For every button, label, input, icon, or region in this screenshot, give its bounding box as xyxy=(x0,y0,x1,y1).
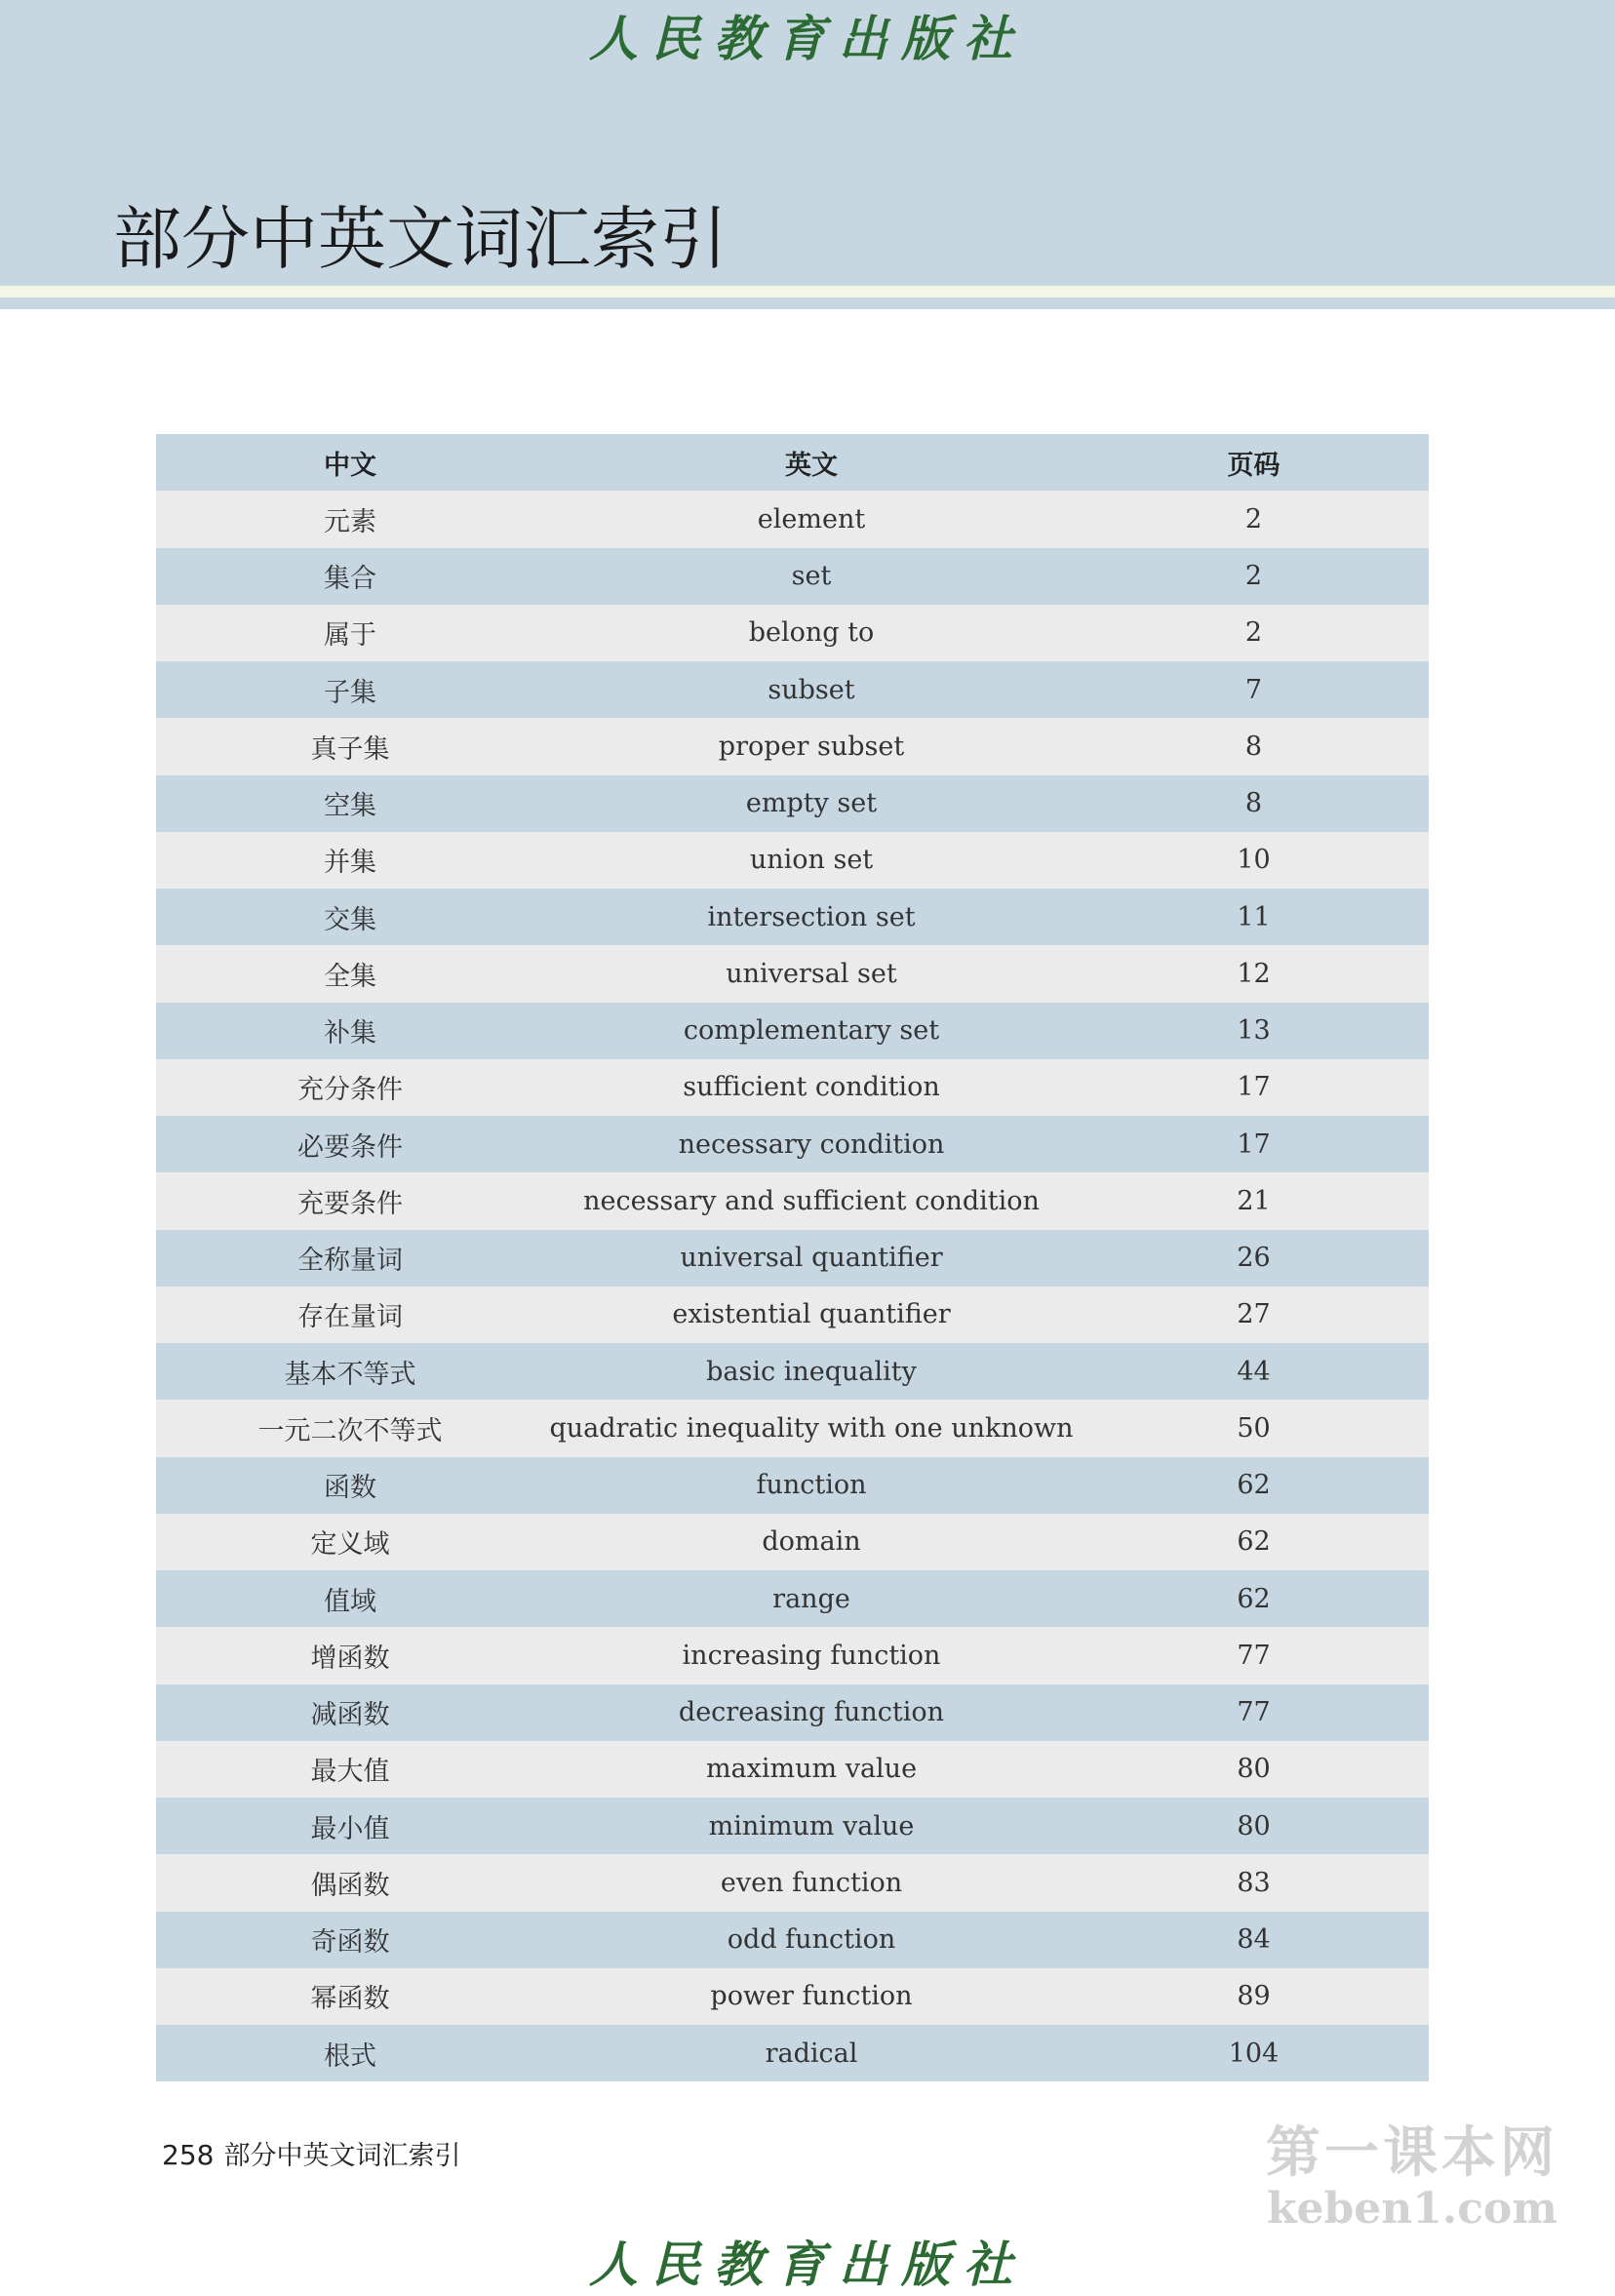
table-row xyxy=(156,945,1429,1002)
cell-chinese: 偶函数 xyxy=(310,1870,390,1901)
cell-english: necessary condition xyxy=(678,1128,945,1160)
table-row xyxy=(156,605,1429,661)
table-row xyxy=(156,491,1429,547)
cell-english: union set xyxy=(749,845,874,876)
cell-english: maximum value xyxy=(705,1754,918,1785)
cell-english: function xyxy=(756,1470,867,1501)
cell-chinese: 一元二次不等式 xyxy=(257,1415,443,1446)
table-row xyxy=(156,1230,1429,1287)
table-row xyxy=(156,1116,1429,1172)
cell-page: 44 xyxy=(1237,1356,1271,1387)
cell-english: odd function xyxy=(727,1924,896,1956)
table-row xyxy=(156,1400,1429,1456)
table-row xyxy=(156,718,1429,774)
cell-page: 77 xyxy=(1237,1640,1271,1671)
footer-page-number: 258 xyxy=(162,2139,215,2171)
cell-english: subset xyxy=(768,674,855,705)
table-row xyxy=(156,1684,1429,1741)
watermark-line1: 第一课本网 xyxy=(1266,2121,1558,2185)
watermark-line2: keben1.com xyxy=(1267,2184,1557,2234)
publisher-logo-bottom: 人民教育出版社 xyxy=(589,2236,1026,2293)
cell-page: 8 xyxy=(1244,788,1263,819)
table-row xyxy=(156,1343,1429,1400)
cell-page: 104 xyxy=(1228,2038,1280,2069)
cell-chinese: 子集 xyxy=(324,677,376,708)
cell-chinese: 补集 xyxy=(324,1018,376,1049)
cell-page: 2 xyxy=(1244,503,1263,534)
cell-english: domain xyxy=(762,1526,861,1558)
cell-english: complementary set xyxy=(683,1015,940,1047)
cell-page: 7 xyxy=(1244,674,1263,705)
cell-english: quadratic inequality with one unknown xyxy=(549,1412,1074,1444)
cell-page: 84 xyxy=(1237,1924,1271,1956)
cell-english: existential quantifier xyxy=(672,1299,951,1330)
header-stripe xyxy=(0,286,1615,297)
page-footer xyxy=(162,2134,460,2172)
cell-english: increasing function xyxy=(682,1640,941,1671)
cell-english: power function xyxy=(710,1981,913,2012)
cell-chinese: 元素 xyxy=(324,506,376,537)
table-row xyxy=(156,1172,1429,1229)
table-row xyxy=(156,1457,1429,1514)
cell-page: 89 xyxy=(1237,1981,1271,2012)
header-chinese: 中文 xyxy=(324,450,376,481)
cell-english: sufficient condition xyxy=(683,1072,940,1103)
cell-page: 11 xyxy=(1237,901,1271,932)
cell-chinese: 交集 xyxy=(324,904,376,935)
cell-english: proper subset xyxy=(718,731,905,762)
cell-chinese: 全集 xyxy=(324,961,376,992)
cell-page: 13 xyxy=(1237,1015,1271,1047)
cell-page: 2 xyxy=(1244,561,1263,592)
cell-english: empty set xyxy=(745,788,878,819)
watermark xyxy=(1266,2122,1558,2234)
table-row xyxy=(156,1514,1429,1570)
cell-chinese: 充分条件 xyxy=(297,1075,403,1106)
cell-page: 27 xyxy=(1237,1299,1271,1330)
table-row xyxy=(156,1741,1429,1798)
cell-chinese: 并集 xyxy=(324,848,376,879)
cell-page: 62 xyxy=(1237,1583,1271,1614)
table-row xyxy=(156,548,1429,605)
cell-chinese: 存在量词 xyxy=(297,1302,403,1333)
cell-page: 17 xyxy=(1237,1128,1271,1160)
cell-english: radical xyxy=(765,2038,858,2069)
table-row xyxy=(156,661,1429,718)
cell-chinese: 属于 xyxy=(324,620,376,652)
cell-english: minimum value xyxy=(708,1810,915,1841)
cell-english: belong to xyxy=(748,617,875,649)
cell-chinese: 真子集 xyxy=(310,733,390,765)
cell-chinese: 必要条件 xyxy=(297,1131,403,1163)
cell-english: decreasing function xyxy=(678,1697,945,1728)
cell-chinese: 减函数 xyxy=(310,1700,390,1731)
footer-section-title: 部分中英文词汇索引 xyxy=(223,2141,461,2171)
cell-english: universal quantifier xyxy=(680,1243,943,1274)
table-row xyxy=(156,832,1429,889)
header-page: 页码 xyxy=(1227,450,1280,481)
table-row xyxy=(156,1059,1429,1116)
table-row xyxy=(156,1003,1429,1059)
cell-chinese: 最大值 xyxy=(310,1757,390,1788)
table-row xyxy=(156,1798,1429,1854)
cell-chinese: 幂函数 xyxy=(310,1984,390,2015)
cell-english: even function xyxy=(720,1867,903,1898)
cell-page: 80 xyxy=(1237,1810,1271,1841)
publisher-logo-top: 人民教育出版社 xyxy=(589,10,1026,67)
table-row xyxy=(156,1287,1429,1343)
cell-chinese: 空集 xyxy=(324,791,376,822)
table-row xyxy=(156,1912,1429,1968)
cell-chinese: 根式 xyxy=(324,2040,376,2072)
table-row xyxy=(156,775,1429,832)
cell-chinese: 奇函数 xyxy=(310,1927,390,1959)
cell-page: 77 xyxy=(1237,1697,1271,1728)
cell-chinese: 函数 xyxy=(324,1473,376,1504)
cell-page: 2 xyxy=(1244,617,1263,649)
cell-page: 17 xyxy=(1237,1072,1271,1103)
table-row xyxy=(156,1627,1429,1683)
cell-english: necessary and sufficient condition xyxy=(583,1185,1040,1216)
table-header-row xyxy=(156,434,1429,491)
cell-english: intersection set xyxy=(707,901,916,932)
cell-english: range xyxy=(772,1583,850,1614)
cell-page: 10 xyxy=(1237,845,1271,876)
cell-page: 26 xyxy=(1237,1243,1271,1274)
cell-chinese: 全称量词 xyxy=(297,1246,403,1277)
table-row xyxy=(156,1854,1429,1911)
cell-page: 62 xyxy=(1237,1526,1271,1558)
cell-chinese: 集合 xyxy=(324,564,376,595)
cell-chinese: 最小值 xyxy=(310,1813,390,1844)
page-title: 部分中英文词汇索引 xyxy=(113,199,728,279)
cell-english: set xyxy=(791,561,832,592)
table-row xyxy=(156,1570,1429,1627)
cell-chinese: 基本不等式 xyxy=(284,1359,416,1390)
cell-page: 80 xyxy=(1237,1754,1271,1785)
table-row xyxy=(156,889,1429,945)
table-body xyxy=(156,491,1429,2081)
cell-page: 50 xyxy=(1237,1412,1271,1444)
header-english: 英文 xyxy=(785,450,838,481)
table-row xyxy=(156,2025,1429,2081)
cell-english: basic inequality xyxy=(706,1356,917,1387)
vocabulary-index-table xyxy=(156,434,1429,2081)
table-row xyxy=(156,1968,1429,2025)
header-stripe-lower xyxy=(0,297,1615,309)
cell-page: 21 xyxy=(1237,1185,1271,1216)
cell-page: 83 xyxy=(1237,1867,1271,1898)
cell-english: element xyxy=(757,503,866,534)
cell-page: 62 xyxy=(1237,1470,1271,1501)
cell-chinese: 充要条件 xyxy=(297,1188,403,1219)
cell-english: universal set xyxy=(726,958,897,989)
cell-page: 12 xyxy=(1237,958,1271,989)
cell-chinese: 值域 xyxy=(324,1586,376,1617)
cell-chinese: 增函数 xyxy=(310,1643,390,1674)
cell-chinese: 定义域 xyxy=(310,1529,390,1561)
cell-page: 8 xyxy=(1244,731,1263,762)
